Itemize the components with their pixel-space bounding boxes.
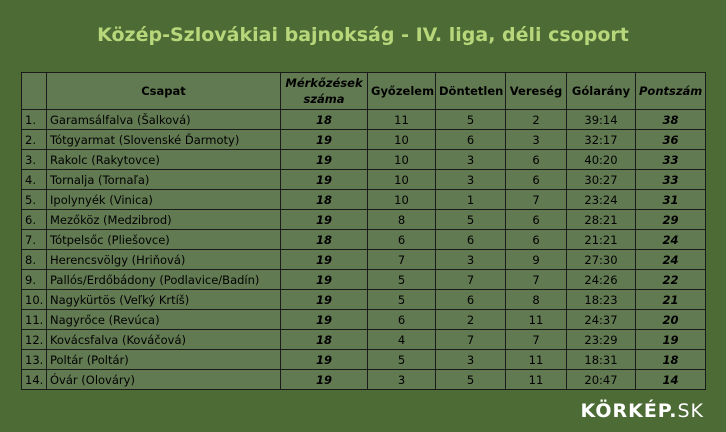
row-position: 5. (22, 190, 47, 210)
row-goals: 24:37 (567, 310, 636, 330)
row-team: Óvár (Olováry) (47, 370, 281, 390)
row-losses: 2 (506, 110, 567, 130)
row-team: Rakolc (Rakytovce) (47, 150, 281, 170)
row-losses: 3 (506, 130, 567, 150)
header-goals: Gólarány (567, 73, 636, 110)
row-draws: 3 (436, 250, 506, 270)
row-losses: 7 (506, 330, 567, 350)
row-losses: 7 (506, 270, 567, 290)
row-losses: 11 (506, 350, 567, 370)
table-row (22, 170, 706, 190)
row-draws: 5 (436, 210, 506, 230)
row-team: Tótgyarmat (Slovenské Ďarmoty) (47, 130, 281, 150)
table-row (22, 290, 706, 310)
row-goals: 30:27 (567, 170, 636, 190)
korkep-logo (580, 400, 704, 422)
row-played: 18 (281, 110, 368, 130)
header-points: Pontszám (636, 73, 706, 110)
row-position: 6. (22, 210, 47, 230)
table-row (22, 130, 706, 150)
row-points: 33 (636, 170, 706, 190)
row-wins: 8 (368, 210, 436, 230)
row-points: 18 (636, 350, 706, 370)
row-points: 14 (636, 370, 706, 390)
page-title: Közép-Szlovákiai bajnokság - IV. liga, déli csoport (97, 24, 629, 46)
row-goals: 24:26 (567, 270, 636, 290)
row-points: 33 (636, 150, 706, 170)
logo-dot: . (669, 400, 678, 422)
table-row (22, 110, 706, 130)
row-team: Nagyrőce (Revúca) (47, 310, 281, 330)
row-losses: 9 (506, 250, 567, 270)
row-draws: 5 (436, 370, 506, 390)
row-team: Garamsálfalva (Šalková) (47, 110, 281, 130)
row-played: 19 (281, 250, 368, 270)
row-goals: 27:30 (567, 250, 636, 270)
row-position: 3. (22, 150, 47, 170)
row-played: 18 (281, 330, 368, 350)
row-draws: 2 (436, 310, 506, 330)
row-wins: 6 (368, 310, 436, 330)
row-played: 19 (281, 350, 368, 370)
table-row (22, 350, 706, 370)
row-goals: 32:17 (567, 130, 636, 150)
row-points: 24 (636, 250, 706, 270)
row-goals: 23:24 (567, 190, 636, 210)
row-draws: 5 (436, 110, 506, 130)
row-draws: 6 (436, 230, 506, 250)
row-draws: 3 (436, 350, 506, 370)
row-wins: 6 (368, 230, 436, 250)
row-team: Pallós/Erdőbádony (Podlavice/Badín) (47, 270, 281, 290)
row-goals: 20:47 (567, 370, 636, 390)
header-team: Csapat (47, 73, 281, 110)
row-points: 36 (636, 130, 706, 150)
row-goals: 18:23 (567, 290, 636, 310)
table-row (22, 190, 706, 210)
table-row (22, 210, 706, 230)
row-played: 19 (281, 150, 368, 170)
row-played: 19 (281, 130, 368, 150)
row-played: 19 (281, 270, 368, 290)
row-points: 20 (636, 310, 706, 330)
row-points: 29 (636, 210, 706, 230)
table-row (22, 370, 706, 390)
row-position: 1. (22, 110, 47, 130)
row-position: 13. (22, 350, 47, 370)
row-points: 21 (636, 290, 706, 310)
row-wins: 11 (368, 110, 436, 130)
row-draws: 3 (436, 170, 506, 190)
row-position: 8. (22, 250, 47, 270)
row-losses: 7 (506, 190, 567, 210)
row-team: Poltár (Poltár) (47, 350, 281, 370)
row-wins: 3 (368, 370, 436, 390)
row-points: 19 (636, 330, 706, 350)
row-played: 19 (281, 290, 368, 310)
row-wins: 10 (368, 130, 436, 150)
row-goals: 39:14 (567, 110, 636, 130)
row-losses: 6 (506, 170, 567, 190)
row-wins: 4 (368, 330, 436, 350)
row-wins: 10 (368, 150, 436, 170)
row-draws: 7 (436, 270, 506, 290)
row-wins: 10 (368, 190, 436, 210)
row-position: 7. (22, 230, 47, 250)
row-played: 18 (281, 230, 368, 250)
row-position: 11. (22, 310, 47, 330)
row-played: 19 (281, 210, 368, 230)
row-losses: 8 (506, 290, 567, 310)
header-played: Mérkőzések száma (281, 73, 368, 110)
table-row (22, 270, 706, 290)
row-played: 19 (281, 370, 368, 390)
row-draws: 3 (436, 150, 506, 170)
header-position (22, 73, 47, 110)
row-losses: 6 (506, 150, 567, 170)
table-row (22, 330, 706, 350)
row-played: 19 (281, 310, 368, 330)
row-wins: 7 (368, 250, 436, 270)
row-draws: 7 (436, 330, 506, 350)
row-team: Kovácsfalva (Kováčová) (47, 330, 281, 350)
row-team: Mezőköz (Medzibrod) (47, 210, 281, 230)
row-goals: 40:20 (567, 150, 636, 170)
row-wins: 5 (368, 290, 436, 310)
row-wins: 5 (368, 350, 436, 370)
row-team: Herencsvölgy (Hriňová) (47, 250, 281, 270)
row-goals: 18:31 (567, 350, 636, 370)
row-goals: 21:21 (567, 230, 636, 250)
row-wins: 5 (368, 270, 436, 290)
row-points: 22 (636, 270, 706, 290)
row-team: Nagykürtös (Veľký Krtíš) (47, 290, 281, 310)
row-losses: 11 (506, 310, 567, 330)
row-losses: 11 (506, 370, 567, 390)
row-position: 4. (22, 170, 47, 190)
table-row (22, 310, 706, 330)
table-row (22, 150, 706, 170)
row-points: 31 (636, 190, 706, 210)
row-goals: 28:21 (567, 210, 636, 230)
standings-table (21, 72, 706, 390)
row-position: 14. (22, 370, 47, 390)
table-row (22, 230, 706, 250)
header-wins: Győzelem (368, 73, 436, 110)
row-played: 18 (281, 190, 368, 210)
row-points: 24 (636, 230, 706, 250)
row-losses: 6 (506, 230, 567, 250)
row-draws: 1 (436, 190, 506, 210)
row-draws: 6 (436, 290, 506, 310)
row-goals: 23:29 (567, 330, 636, 350)
table-row (22, 250, 706, 270)
row-position: 10. (22, 290, 47, 310)
row-losses: 6 (506, 210, 567, 230)
row-position: 12. (22, 330, 47, 350)
header-draws: Döntetlen (436, 73, 506, 110)
header-row (22, 73, 706, 110)
row-wins: 10 (368, 170, 436, 190)
header-losses: Vereség (506, 73, 567, 110)
row-team: Ipolynyék (Vinica) (47, 190, 281, 210)
row-played: 19 (281, 170, 368, 190)
row-draws: 6 (436, 130, 506, 150)
logo-main-text: KÖRKÉP (580, 400, 670, 422)
logo-suffix: SK (677, 400, 704, 422)
row-position: 9. (22, 270, 47, 290)
row-team: Tótpelsőc (Pliešovce) (47, 230, 281, 250)
row-position: 2. (22, 130, 47, 150)
row-points: 38 (636, 110, 706, 130)
row-team: Tornalja (Tornaľa) (47, 170, 281, 190)
